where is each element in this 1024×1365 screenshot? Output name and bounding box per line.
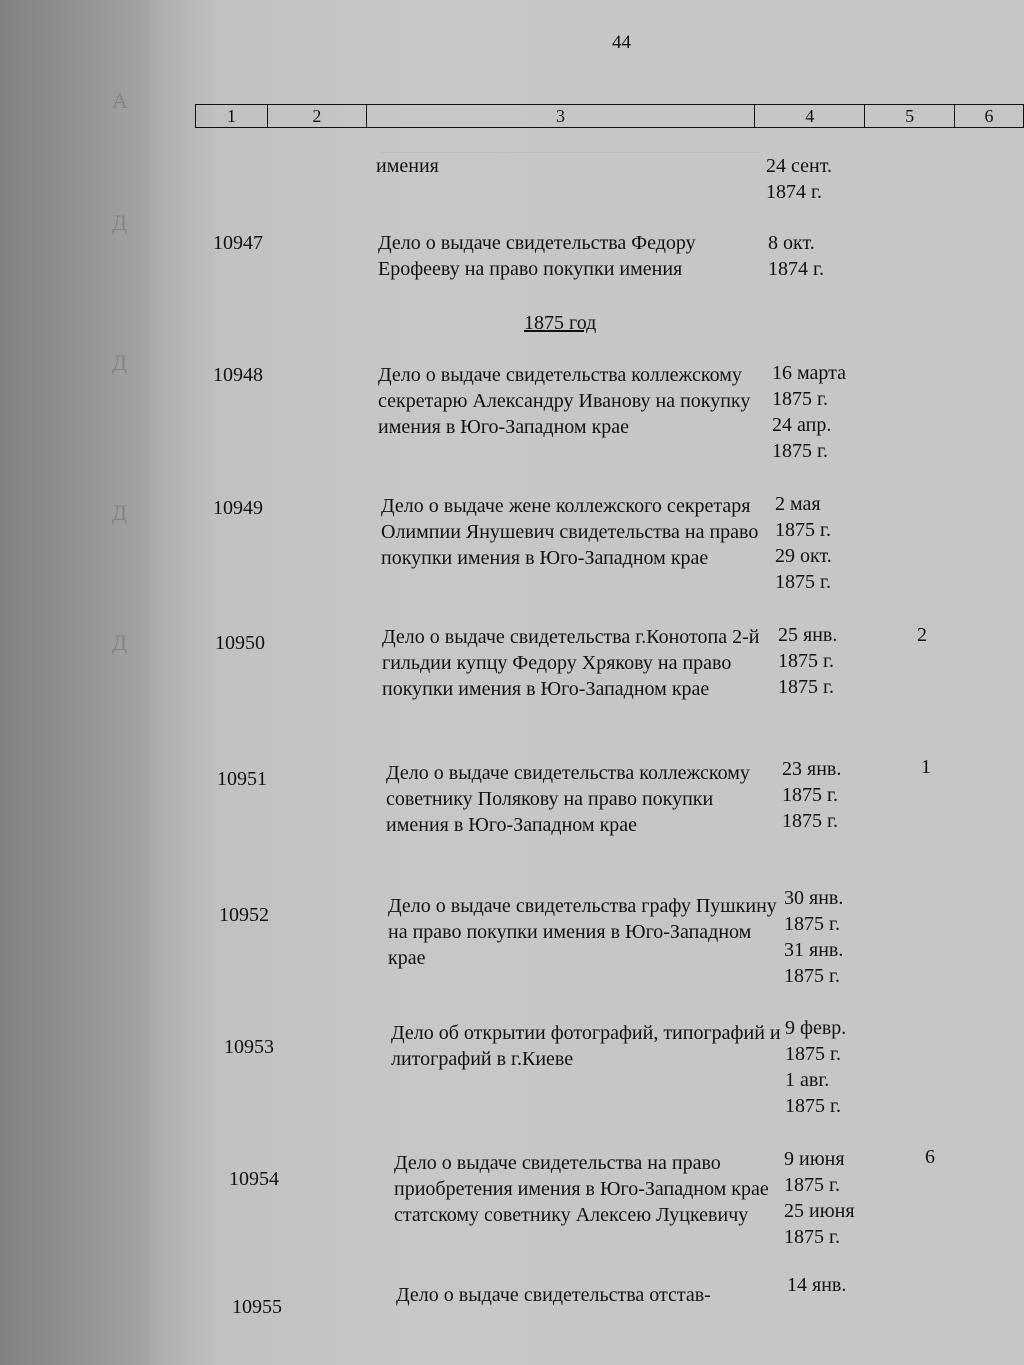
record-number: 10948 <box>213 364 263 386</box>
table-header <box>195 104 1024 128</box>
record-number: 10951 <box>217 768 267 790</box>
record-count: 6 <box>925 1146 935 1168</box>
header-col-3: 3 <box>367 105 756 127</box>
record-number: 10952 <box>219 904 269 926</box>
record-dates: 2 мая 1875 г. 29 окт. 1875 г. <box>775 493 832 593</box>
record-dates: 9 февр. 1875 г. 1 авг. 1875 г. <box>785 1017 847 1117</box>
record-number: 10955 <box>232 1296 282 1318</box>
record-dates: 14 янв. <box>787 1274 847 1296</box>
record-number: 10954 <box>229 1168 279 1190</box>
header-col-2: 2 <box>268 105 367 127</box>
record-number: 10950 <box>215 632 265 654</box>
record-dates: 9 июня 1875 г. 25 июня 1875 г. <box>784 1148 855 1248</box>
page-number: 44 <box>612 32 631 53</box>
record-dates: 16 марта 1875 г. 24 апр. 1875 г. <box>772 362 846 462</box>
previous-page-edge: А Д Д Д Д <box>0 0 150 1365</box>
record-dates: 30 янв. 1875 г. 31 янв. 1875 г. <box>784 887 844 987</box>
fragment-description: имения <box>376 155 439 177</box>
record-description: Дело о выдаче свидетельства г.Конотопа 2-й гильдии купцу Федору Хрякову на право покупки имения в Юго-Западном крае <box>382 626 760 700</box>
header-col-1: 1 <box>196 105 268 127</box>
record-number: 10949 <box>213 497 263 519</box>
record-dates: 25 янв. 1875 г. 1875 г. <box>778 624 838 698</box>
record-description: Дело о выдаче свидетельства на право приобретения имения в Юго-Западном крае статскому советнику Алексею Луцкевичу <box>394 1152 769 1226</box>
fragment-dates: 24 сент. 1874 г. <box>766 155 832 203</box>
header-col-5: 5 <box>865 105 955 127</box>
record-description: Дело о выдаче жене коллежского секретаря Олимпии Янушевич свидетельства на право покупки имения в Юго-Западном крае <box>381 495 759 569</box>
record-count: 2 <box>917 624 927 646</box>
record-dates: 8 окт. 1874 г. <box>768 232 824 280</box>
record-description: Дело об открытии фотографий, типографий и литографий в г.Киеве <box>391 1022 781 1070</box>
header-col-6: 6 <box>955 105 1024 127</box>
record-count: 1 <box>921 756 931 778</box>
record-description: Дело о выдаче свидетельства коллежскому советнику Полякову на право покупки имения в Юго-Западном крае <box>386 762 750 836</box>
record-description: Дело о выдаче свидетельства Федору Ерофееву на право покупки имения <box>378 232 696 280</box>
record-dates: 23 янв. 1875 г. 1875 г. <box>782 758 842 832</box>
record-description: Дело о выдаче свидетельства коллежскому секретарю Александру Иванову на покупку имения в Юго-Западном крае <box>378 364 751 438</box>
record-description: Дело о выдаче свидетельства графу Пушкину на право покупки имения в Юго-Западном крае <box>388 895 777 969</box>
year-heading: 1875 год <box>524 312 597 334</box>
header-col-4: 4 <box>755 105 865 127</box>
record-number: 10953 <box>224 1036 274 1058</box>
record-number: 10947 <box>213 232 263 254</box>
record-description: Дело о выдаче свидетельства отстав- <box>396 1284 711 1306</box>
